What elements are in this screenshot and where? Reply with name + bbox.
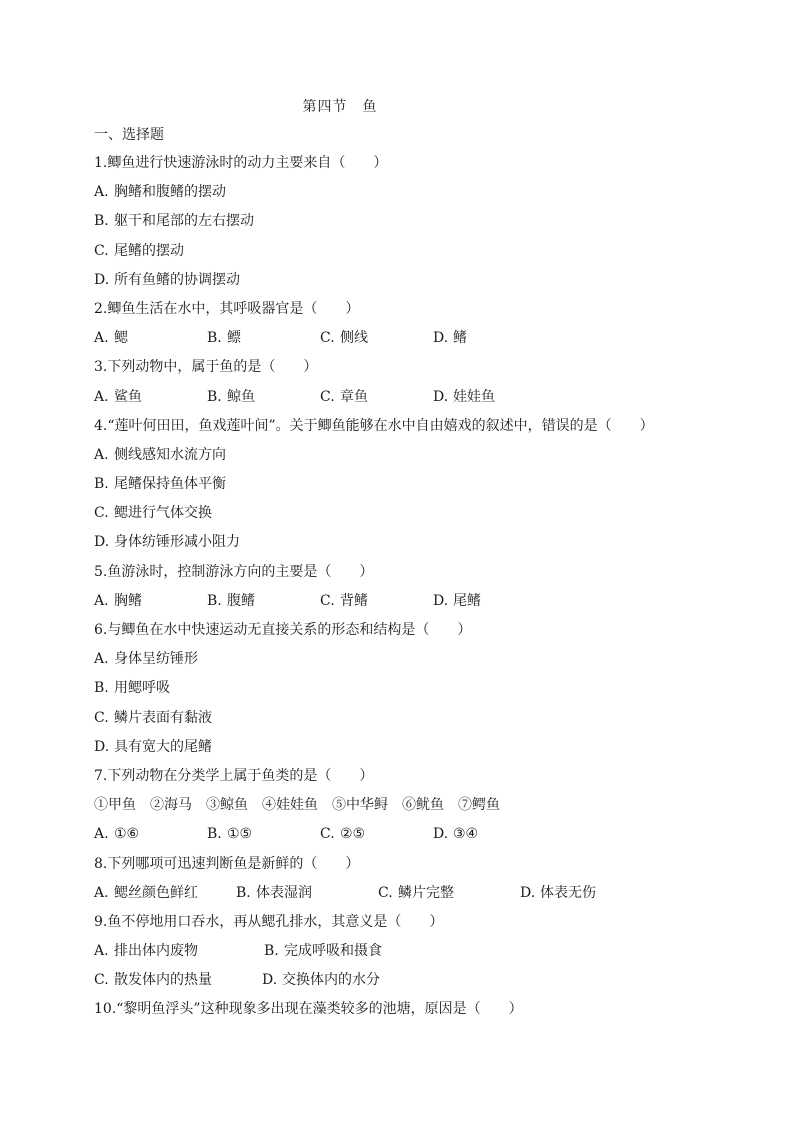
option-row bbox=[94, 941, 734, 970]
question-stem: 9.鱼不停地用口吞水，再从鳃孔排水，其意义是（ ） bbox=[94, 913, 444, 930]
option-c: C. 鳃进行气体交换 bbox=[94, 505, 212, 522]
option-b: B. 躯干和尾部的左右摆动 bbox=[94, 213, 254, 230]
question-stem: 5.鱼游泳时，控制游泳方向的主要是（ ） bbox=[94, 563, 374, 580]
question-stem: 1.鲫鱼进行快速游泳时的动力主要来自（ ） bbox=[94, 155, 388, 171]
page-title: 第四节 鱼 bbox=[302, 99, 378, 115]
option-c: C. 鳞片完整 bbox=[378, 884, 454, 901]
option-d: D. 身体纺锤形减小阻力 bbox=[94, 534, 240, 551]
question-list bbox=[94, 153, 734, 1029]
option-b: B. 尾鳍保持鱼体平衡 bbox=[94, 476, 226, 493]
question-stem: 2.鲫鱼生活在水中，其呼吸器官是（ ） bbox=[94, 300, 360, 317]
option-a: A. 鳃 bbox=[94, 330, 128, 347]
option-d: D. 体表无伤 bbox=[520, 884, 596, 901]
question-stem: 3.下列动物中，属于鱼的是（ ） bbox=[94, 359, 318, 376]
option-b: B. 体表湿润 bbox=[236, 884, 312, 901]
option-row bbox=[94, 824, 734, 853]
option-row bbox=[94, 387, 734, 416]
option-b: B. 鳔 bbox=[207, 330, 241, 347]
option-a: A. 侧线感知水流方向 bbox=[94, 446, 226, 463]
option-a: A. 鲨鱼 bbox=[94, 388, 142, 405]
option-c: C. 散发体内的热量 bbox=[94, 972, 212, 989]
option-a: A. 身体呈纺锤形 bbox=[94, 651, 198, 668]
question-items: ①甲鱼 ②海马 ③鲸鱼 ④娃娃鱼 ⑤中华鲟 ⑥鱿鱼 ⑦鳄鱼 bbox=[94, 797, 500, 814]
option-d: D. 尾鳍 bbox=[433, 592, 481, 609]
option-d: D. 交换体内的水分 bbox=[262, 972, 380, 989]
option-d: D. 具有宽大的尾鳍 bbox=[94, 738, 212, 755]
option-row bbox=[94, 591, 734, 620]
question-stem: 8.下列哪项可迅速判断鱼是新鲜的（ ） bbox=[94, 855, 360, 872]
option-a: A. 排出体内废物 bbox=[94, 943, 198, 960]
question-stem: 4.“莲叶何田田，鱼戏莲叶间”。关于鲫鱼能够在水中自由嬉戏的叙述中，错误的是（ ） bbox=[94, 417, 654, 434]
question-stem: 6.与鲫鱼在水中快速运动无直接关系的形态和结构是（ ） bbox=[94, 622, 472, 638]
option-d: D. 娃娃鱼 bbox=[433, 388, 495, 405]
option-a: A. 胸鳍和腹鳍的摆动 bbox=[94, 184, 226, 201]
option-d: D. ③④ bbox=[433, 826, 479, 843]
option-c: C. 尾鳍的摆动 bbox=[94, 242, 184, 259]
option-c: C. 鳞片表面有黏液 bbox=[94, 709, 212, 726]
option-a: A. 鳃丝颜色鲜红 bbox=[94, 884, 198, 901]
option-c: C. ②⑤ bbox=[320, 826, 366, 843]
option-row bbox=[94, 970, 734, 999]
question-stem: 10.“黎明鱼浮头”这种现象多出现在藻类较多的池塘，原因是（ ） bbox=[94, 1001, 523, 1018]
section-heading: 一、选择题 bbox=[94, 127, 164, 143]
option-a: A. ①⑥ bbox=[94, 826, 140, 843]
option-b: B. 完成呼吸和摄食 bbox=[264, 943, 382, 960]
option-c: C. 背鳍 bbox=[320, 592, 368, 609]
question-stem: 7.下列动物在分类学上属于鱼类的是（ ） bbox=[94, 767, 374, 784]
option-b: B. 腹鳍 bbox=[207, 592, 255, 609]
option-c: C. 侧线 bbox=[320, 330, 368, 347]
option-a: A. 胸鳍 bbox=[94, 592, 142, 609]
option-d: D. 所有鱼鳍的协调摆动 bbox=[94, 271, 240, 288]
option-b: B. 鲸鱼 bbox=[207, 388, 255, 405]
option-d: D. 鳍 bbox=[433, 330, 467, 347]
option-b: B. ①⑤ bbox=[207, 826, 253, 843]
option-row bbox=[94, 883, 734, 912]
option-row bbox=[94, 328, 734, 357]
option-c: C. 章鱼 bbox=[320, 388, 368, 405]
option-b: B. 用鳃呼吸 bbox=[94, 680, 170, 697]
